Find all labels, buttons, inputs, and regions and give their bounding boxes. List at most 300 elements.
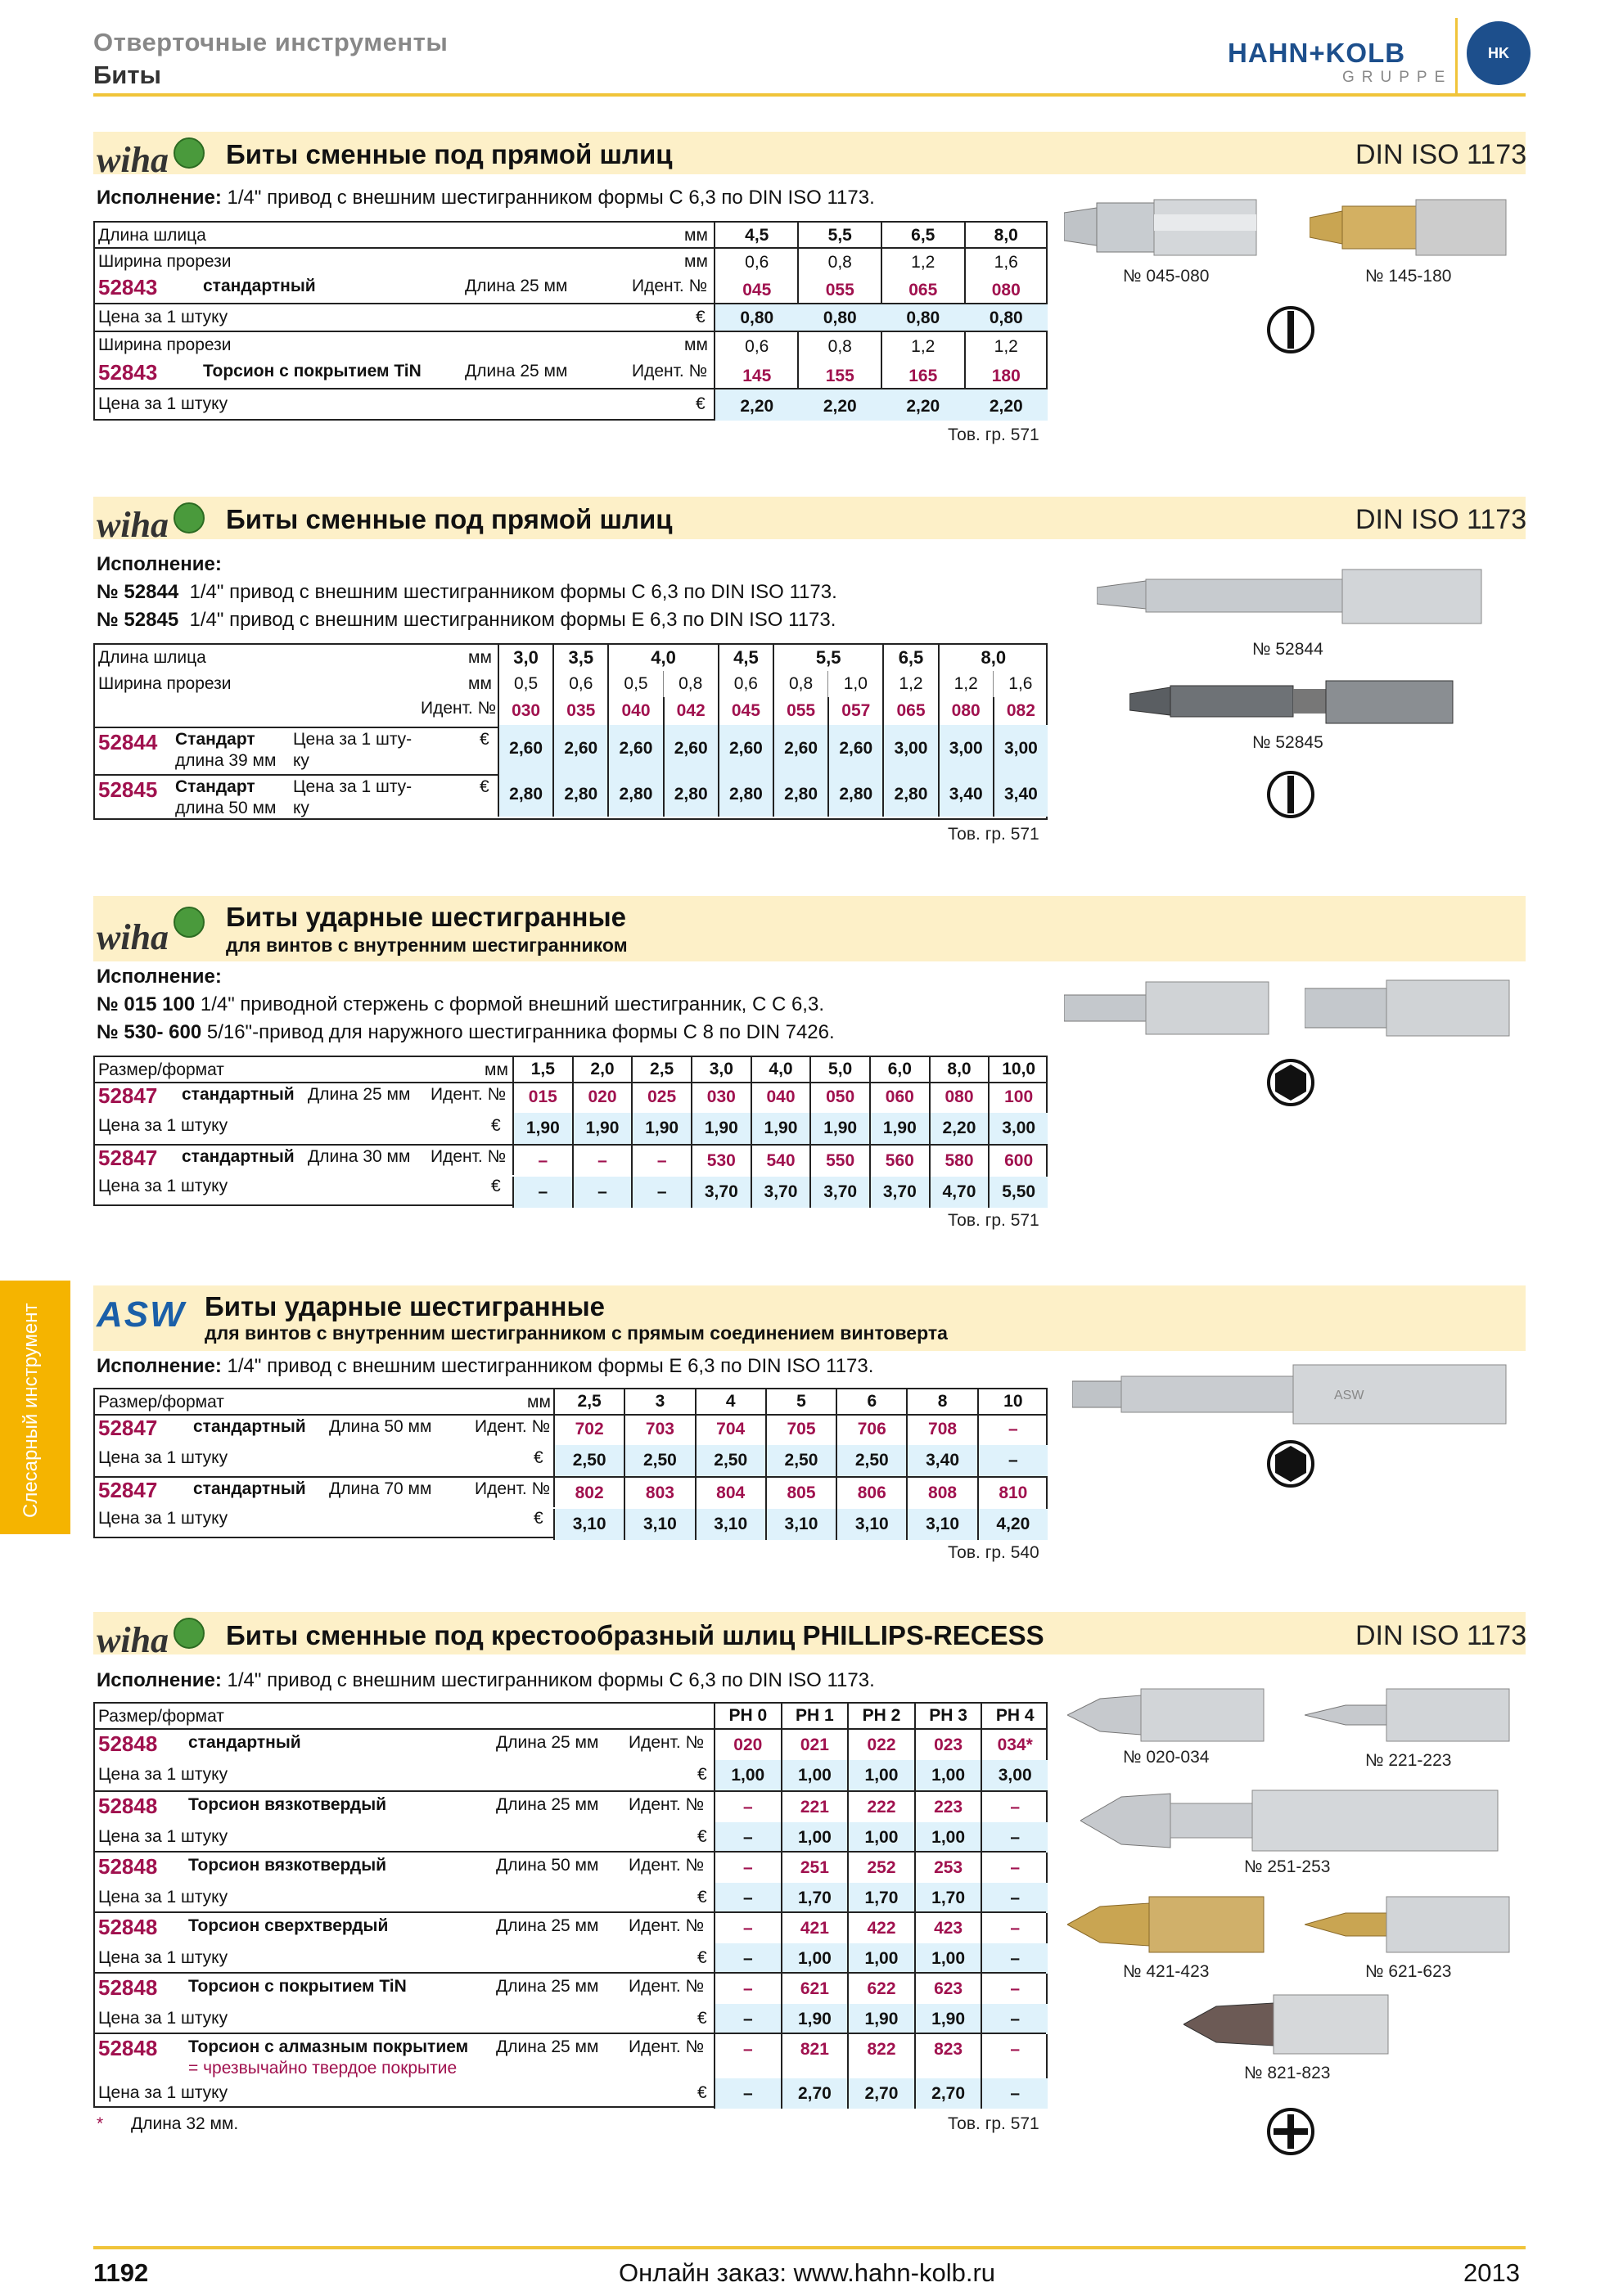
product-name: Торсион вязкотвердый xyxy=(188,1856,387,1875)
cell: PH 3 xyxy=(914,1704,981,1728)
page-category: Отверточные инструменты xyxy=(93,28,449,56)
cell: 080 xyxy=(938,697,993,725)
cell: 3,70 xyxy=(869,1177,929,1208)
cell: 1,6 xyxy=(994,253,1018,272)
cell: 0,8 xyxy=(663,671,718,697)
cell: 704 xyxy=(695,1414,765,1445)
image-caption: № 145-180 xyxy=(1365,267,1452,286)
wiha-logo: wiha xyxy=(97,140,169,180)
price-cell: – xyxy=(981,2078,1048,2109)
image-caption: № 821-823 xyxy=(1244,2064,1331,2082)
ident-cell: 423 xyxy=(914,1913,981,1943)
ph-torsion-bit-image xyxy=(1305,1684,1517,1746)
cell: 0,5 xyxy=(498,671,552,697)
value-columns xyxy=(714,1913,1048,1974)
image-caption: № 221-223 xyxy=(1365,1751,1452,1770)
cell: 6 xyxy=(836,1389,906,1414)
article-number: 52847 xyxy=(98,1083,158,1108)
product-name: стандартный xyxy=(188,1733,301,1752)
cross-symbol-icon xyxy=(1265,2106,1316,2157)
value-columns xyxy=(714,1730,1048,1790)
ident-cell: 421 xyxy=(781,1913,848,1943)
cell: 1,90 xyxy=(691,1113,751,1144)
cell: 560 xyxy=(869,1144,929,1177)
article-number: 52848 xyxy=(98,1975,158,2000)
image-caption: № 621-623 xyxy=(1365,1962,1452,1981)
cell: 2,60 xyxy=(827,725,882,772)
cell: 040 xyxy=(751,1082,810,1113)
label: Цена за 1 штуку xyxy=(98,394,228,413)
cell: 5,5 xyxy=(773,645,882,671)
length: Длина 25 мм xyxy=(496,1977,599,1996)
ident-cell: 822 xyxy=(847,2034,914,2078)
label: Размер/формат xyxy=(98,1060,224,1079)
cell: 2,5 xyxy=(631,1057,691,1082)
cell: 3,10 xyxy=(836,1509,906,1540)
cell: 4,20 xyxy=(977,1509,1048,1540)
euro-sign: € xyxy=(697,1888,707,1907)
logo-divider xyxy=(1455,18,1458,97)
section-1-din: DIN ISO 1173 xyxy=(1355,139,1527,170)
slotted-bit-50-image xyxy=(1129,676,1457,728)
ident-cell: 222 xyxy=(847,1792,914,1822)
cell: 600 xyxy=(988,1144,1048,1177)
logo-emblem: HK xyxy=(1467,21,1531,85)
product-name: Торсион с покрытием TiN xyxy=(188,1977,407,1996)
section-1-title: Биты сменные под прямой шлиц xyxy=(226,139,673,169)
section-5-grid xyxy=(93,1702,1048,2108)
ident-cell: 422 xyxy=(847,1913,914,1943)
cell: 1,6 xyxy=(993,671,1048,697)
label: мм xyxy=(485,1060,508,1079)
label: Ширина прорези xyxy=(98,674,232,693)
price-cell: 2,70 xyxy=(914,2078,981,2109)
price-cell: – xyxy=(714,1943,781,1974)
tov-group: Тов. гр. 571 xyxy=(948,1211,1039,1230)
image-caption: № 045-080 xyxy=(1123,267,1210,286)
label: Идент. № xyxy=(431,1085,507,1104)
cell: PH 1 xyxy=(781,1704,848,1728)
label: Длина 30 мм xyxy=(308,1147,411,1166)
cell: 5 xyxy=(765,1389,836,1414)
cell: PH 0 xyxy=(714,1704,781,1728)
label: € xyxy=(534,1509,543,1528)
year: 2013 xyxy=(1463,2258,1520,2287)
label: Идент. № xyxy=(475,1479,551,1498)
footer-rule xyxy=(93,2246,1526,2249)
price-label: Цена за 1 штуку xyxy=(98,1948,228,1967)
section-5-title: Биты сменные под крестообразный шлиц PHILLIPS-RECESS xyxy=(226,1620,1044,1650)
cell: 4,0 xyxy=(607,645,717,671)
label: Ширина прорези xyxy=(98,252,232,271)
cell: 3,70 xyxy=(751,1177,810,1208)
cell: 0,6 xyxy=(745,337,769,356)
cell: 3,00 xyxy=(882,725,937,772)
cell: 0,80 xyxy=(823,308,857,327)
article-number: 52848 xyxy=(98,1794,158,1818)
section-3-line-1: № 015 100 1/4" приводной стержень с формой внешний шестигранник, C C 6,3. xyxy=(97,993,824,1015)
tov-group: Тов. гр. 540 xyxy=(948,1543,1039,1562)
cell: 2,60 xyxy=(498,725,552,772)
cell: 702 xyxy=(553,1414,624,1445)
cell: 3,10 xyxy=(906,1509,976,1540)
section-4-subtitle: для винтов с внутренним шестигранником с прямым соединением винтоверта xyxy=(205,1322,948,1344)
cell: – xyxy=(977,1445,1048,1476)
label: Цена за 1 шту- xyxy=(293,730,413,749)
cell: 2,80 xyxy=(498,772,552,817)
price-cell: 1,00 xyxy=(914,1822,981,1853)
ident-label: Идент. № xyxy=(629,1916,705,1935)
cell: 4,5 xyxy=(745,226,769,245)
article-number: 52847 xyxy=(98,1146,158,1170)
cell: 045 xyxy=(718,697,773,725)
ph-bit-long-image xyxy=(1080,1784,1506,1857)
price-cell: 1,00 xyxy=(847,1760,914,1790)
cell: 3,10 xyxy=(624,1509,694,1540)
ident-cell: 022 xyxy=(847,1730,914,1760)
ident-cell: 223 xyxy=(914,1792,981,1822)
cell: PH 2 xyxy=(847,1704,914,1728)
value-columns xyxy=(714,1974,1048,2034)
cell: 3,0 xyxy=(498,645,552,671)
ident-cell: – xyxy=(714,2034,781,2078)
cell: 1,90 xyxy=(751,1113,810,1144)
section-3-exec: Исполнение: xyxy=(97,966,222,988)
cell: 550 xyxy=(809,1144,869,1177)
label: € xyxy=(480,730,489,749)
article-number: 52848 xyxy=(98,1854,158,1879)
tov-group: Тов. гр. 571 xyxy=(948,825,1039,844)
cell: 540 xyxy=(751,1144,810,1177)
length: Длина 50 мм xyxy=(496,1856,599,1875)
label: Идент. № xyxy=(632,362,708,380)
cell: 030 xyxy=(691,1082,751,1113)
cell: – xyxy=(512,1144,572,1175)
ph-bit-621-image xyxy=(1305,1892,1517,1957)
cell: 2,60 xyxy=(773,725,827,772)
cell: 6,5 xyxy=(911,226,935,245)
ident-cell: – xyxy=(714,1974,781,2004)
cell: 2,20 xyxy=(929,1113,989,1144)
cell: 706 xyxy=(836,1414,906,1445)
label: Длина 25 мм xyxy=(308,1085,411,1104)
cell: 5,0 xyxy=(809,1057,869,1082)
cell: 6,5 xyxy=(882,645,937,671)
cell: 2,60 xyxy=(663,725,718,772)
footnote: Длина 32 мм. xyxy=(131,2114,239,2133)
logo-sub: GRUPPE xyxy=(1342,69,1453,86)
euro-sign: € xyxy=(697,2083,707,2102)
ident-cell: 622 xyxy=(847,1974,914,2004)
price-cell: 1,00 xyxy=(714,1760,781,1790)
price-label: Цена за 1 штуку xyxy=(98,2009,228,2028)
cell: 805 xyxy=(765,1476,836,1509)
cell: 100 xyxy=(988,1082,1048,1113)
section-5-din: DIN ISO 1173 xyxy=(1355,1620,1527,1651)
label: € xyxy=(480,777,489,796)
section-4-exec: Исполнение: 1/4" привод с внешним шестигранником формы E 6,3 по DIN ISO 1173. xyxy=(97,1355,874,1377)
ident-cell: – xyxy=(714,1913,781,1943)
slot-symbol-icon xyxy=(1265,304,1316,355)
ident-cell: – xyxy=(981,2034,1048,2078)
label: мм xyxy=(684,226,708,245)
product-note: = чрезвычайно твердое покрытие xyxy=(188,2059,458,2078)
price-cell: – xyxy=(981,1883,1048,1913)
cell: 806 xyxy=(836,1476,906,1509)
label: Длина шлица xyxy=(98,648,206,667)
price-cell: 1,00 xyxy=(781,1943,848,1974)
label: € xyxy=(696,394,706,413)
cell: 3,0 xyxy=(691,1057,751,1082)
value-columns xyxy=(714,1853,1048,1913)
cell: 0,6 xyxy=(745,253,769,272)
cell: 015 xyxy=(512,1082,572,1113)
cell: 050 xyxy=(809,1082,869,1113)
image-caption: № 421-423 xyxy=(1123,1962,1210,1981)
table-row xyxy=(95,1851,1046,1911)
label: Размер/формат xyxy=(98,1393,224,1411)
asw-logo: ASW xyxy=(97,1294,186,1335)
cell: 2,50 xyxy=(553,1445,624,1476)
cell: – xyxy=(572,1144,632,1177)
cell: 040 xyxy=(607,697,662,725)
cell: 8,0 xyxy=(994,226,1018,245)
cell: 1,90 xyxy=(572,1113,632,1144)
product-name: Торсион сверхтвердый xyxy=(188,1916,389,1935)
cell: 1,2 xyxy=(882,671,937,697)
wiha-emblem-icon xyxy=(174,137,205,169)
label: € xyxy=(696,308,706,326)
value-columns xyxy=(715,223,1048,422)
cell: 2,50 xyxy=(836,1445,906,1476)
wiha-emblem-icon xyxy=(174,502,205,533)
cell: 3,5 xyxy=(552,645,607,671)
cell: 3,40 xyxy=(993,772,1048,817)
ident-cell: 821 xyxy=(781,2034,848,2078)
cell: 020 xyxy=(572,1082,632,1113)
table-row xyxy=(95,1972,1046,2033)
tin-slotted-bit-image xyxy=(1310,196,1522,262)
cell: 1,2 xyxy=(911,253,935,272)
length: Длина 25 мм xyxy=(496,2037,599,2056)
cell: 8,0 xyxy=(929,1057,989,1082)
table-row xyxy=(95,1790,1046,1851)
label: стандартный xyxy=(182,1085,295,1104)
cell: – xyxy=(512,1177,572,1208)
price-cell: 1,70 xyxy=(847,1883,914,1913)
ident-label: Идент. № xyxy=(629,1733,705,1752)
cell: 080 xyxy=(991,281,1021,299)
label: Стандарт xyxy=(175,777,255,796)
article-number: 52848 xyxy=(98,1731,158,1756)
wiha-emblem-icon xyxy=(174,907,205,938)
value-columns xyxy=(498,671,1048,817)
label: мм xyxy=(468,674,492,693)
cell: 2,80 xyxy=(882,772,937,817)
cell: 080 xyxy=(929,1082,989,1113)
label: Цена за 1 штуку xyxy=(98,1116,228,1135)
article-number: 52844 xyxy=(98,730,158,754)
cell: 2,0 xyxy=(572,1057,632,1082)
logo-text: HAHN+KOLB xyxy=(1228,38,1406,68)
cell: 060 xyxy=(869,1082,929,1113)
ident-cell: 252 xyxy=(847,1853,914,1883)
cell: 057 xyxy=(827,697,882,725)
cell: – xyxy=(572,1177,632,1208)
label: ку xyxy=(293,751,309,770)
cell: 1,2 xyxy=(911,337,935,356)
cell: 2,60 xyxy=(552,725,607,772)
ph-bit-020-image xyxy=(1067,1684,1272,1746)
price-cell: 1,70 xyxy=(914,1883,981,1913)
article-number: 52847 xyxy=(98,1478,158,1502)
price-cell: – xyxy=(714,2078,781,2109)
label: мм xyxy=(684,252,708,271)
cell: 3,10 xyxy=(765,1509,836,1540)
euro-sign: € xyxy=(697,1948,707,1967)
cell: 705 xyxy=(765,1414,836,1445)
ident-cell: – xyxy=(981,1853,1048,1883)
slotted-bit-39-image xyxy=(1097,565,1490,630)
cell: 1,90 xyxy=(869,1113,929,1144)
label: € xyxy=(491,1116,501,1135)
cell: 2,50 xyxy=(695,1445,765,1476)
ident-cell: 251 xyxy=(781,1853,848,1883)
cell: 0,8 xyxy=(773,671,827,697)
label: Цена за 1 штуку xyxy=(98,1177,228,1195)
order-link[interactable]: Онлайн заказ: www.hahn-kolb.ru xyxy=(619,2258,996,2287)
cell: 2,50 xyxy=(765,1445,836,1476)
cell: 2,80 xyxy=(607,772,662,817)
ident-cell: – xyxy=(714,1853,781,1883)
cell: 2,20 xyxy=(740,397,774,416)
cell: 0,80 xyxy=(740,308,774,327)
cell: 2,80 xyxy=(663,772,718,817)
section-2-line-2: № 52845 1/4" привод с внешним шестигранником формы E 6,3 по DIN ISO 1173. xyxy=(97,609,836,631)
hex-bit-small-image xyxy=(1064,977,1277,1042)
cell: 045 xyxy=(742,281,772,299)
cell: 708 xyxy=(906,1414,976,1445)
cell: 055 xyxy=(773,697,827,725)
price-cell: – xyxy=(981,1943,1048,1974)
article-number: 52843 xyxy=(98,275,158,299)
label: мм xyxy=(468,648,492,667)
page-number: 1192 xyxy=(93,2258,149,2287)
cell: 2,80 xyxy=(552,772,607,817)
cell: 082 xyxy=(993,697,1048,725)
cell: 0,5 xyxy=(607,671,662,697)
cell: – xyxy=(977,1414,1048,1445)
label: Идент. № xyxy=(421,699,497,718)
cell: 580 xyxy=(929,1144,989,1177)
price-cell: – xyxy=(714,1822,781,1853)
cell: 3,00 xyxy=(938,725,993,772)
ph-bit-821-image xyxy=(1183,1990,1396,2059)
section-2-title: Биты сменные под прямой шлиц xyxy=(226,504,673,534)
ident-label: Идент. № xyxy=(629,1795,705,1814)
product-name: Торсион с алмазным покрытием xyxy=(188,2037,469,2056)
article-number: 52848 xyxy=(98,1915,158,1939)
ph-rows xyxy=(95,1730,1046,2107)
label: Длина шлица xyxy=(98,226,206,245)
price-cell: 1,90 xyxy=(781,2004,848,2034)
ph-bit-421-image xyxy=(1067,1892,1272,1957)
cell: 065 xyxy=(908,281,938,299)
cell: 025 xyxy=(631,1082,691,1113)
price-cell: 1,00 xyxy=(914,1943,981,1974)
section-4-title: Биты ударные шестигранные xyxy=(205,1291,606,1321)
cell: 810 xyxy=(977,1476,1048,1509)
cell: 3,00 xyxy=(993,725,1048,772)
section-2-grid xyxy=(93,643,1048,820)
ident-cell: 621 xyxy=(781,1974,848,2004)
price-cell: 2,70 xyxy=(781,2078,848,2109)
price-cell: 1,90 xyxy=(847,2004,914,2034)
ident-cell: 823 xyxy=(914,2034,981,2078)
section-3-line-2: № 530- 600 5/16"-привод для наружного шестигранника формы C 8 по DIN 7426. xyxy=(97,1021,835,1043)
length: Длина 25 мм xyxy=(496,1733,599,1752)
cell: 10 xyxy=(977,1389,1048,1414)
ident-label: Идент. № xyxy=(629,1856,705,1875)
hex-symbol-icon xyxy=(1265,1057,1316,1108)
article-number: 52847 xyxy=(98,1416,158,1440)
cell: 2,60 xyxy=(718,725,773,772)
table-row xyxy=(95,1730,1046,1790)
cell: 1,90 xyxy=(512,1113,572,1144)
label: Цена за 1 штуку xyxy=(98,1448,228,1467)
cell: 1,90 xyxy=(631,1113,691,1144)
price-label: Цена за 1 штуку xyxy=(98,2083,228,2102)
cell: 2,20 xyxy=(906,397,940,416)
price-cell: 1,00 xyxy=(781,1760,848,1790)
value-columns xyxy=(714,2034,1048,2109)
price-cell: 2,70 xyxy=(847,2078,914,2109)
wiha-emblem-icon xyxy=(174,1618,205,1649)
section-3-title: Биты ударные шестигранные xyxy=(226,902,627,932)
euro-sign: € xyxy=(697,2009,707,2028)
cell: 2,50 xyxy=(624,1445,694,1476)
label: Цена за 1 штуку xyxy=(98,1509,228,1528)
hahn-kolb-logo xyxy=(1228,18,1531,93)
price-cell: 1,70 xyxy=(781,1883,848,1913)
label: Стандарт xyxy=(175,730,255,749)
value-columns xyxy=(714,1792,1048,1853)
label: Идент. № xyxy=(632,277,708,295)
cell: 5,5 xyxy=(827,226,852,245)
cell: PH 4 xyxy=(981,1704,1048,1728)
cell: 2,5 xyxy=(553,1389,624,1414)
section-1-grid xyxy=(93,221,1048,421)
cell: 808 xyxy=(906,1476,976,1509)
ident-cell: 034* xyxy=(981,1730,1048,1760)
cell: 8 xyxy=(906,1389,976,1414)
ph-header xyxy=(714,1704,1048,1728)
article-number: 52848 xyxy=(98,2036,158,2060)
cell: 3,40 xyxy=(938,772,993,817)
header-rule xyxy=(93,93,1526,97)
table-row xyxy=(95,2033,1046,2107)
cell: 1,90 xyxy=(809,1113,869,1144)
section-3-subtitle: для винтов с внутренним шестигранником xyxy=(226,934,628,956)
cell: 2,60 xyxy=(607,725,662,772)
cell: 180 xyxy=(991,367,1021,385)
footnote-mark: * xyxy=(97,2114,104,2133)
cell: 3,10 xyxy=(553,1509,624,1540)
product-name: Торсион вязкотвердый xyxy=(188,1795,387,1814)
length: Длина 25 мм xyxy=(496,1795,599,1814)
cell: 803 xyxy=(624,1476,694,1509)
euro-sign: € xyxy=(697,1765,707,1784)
